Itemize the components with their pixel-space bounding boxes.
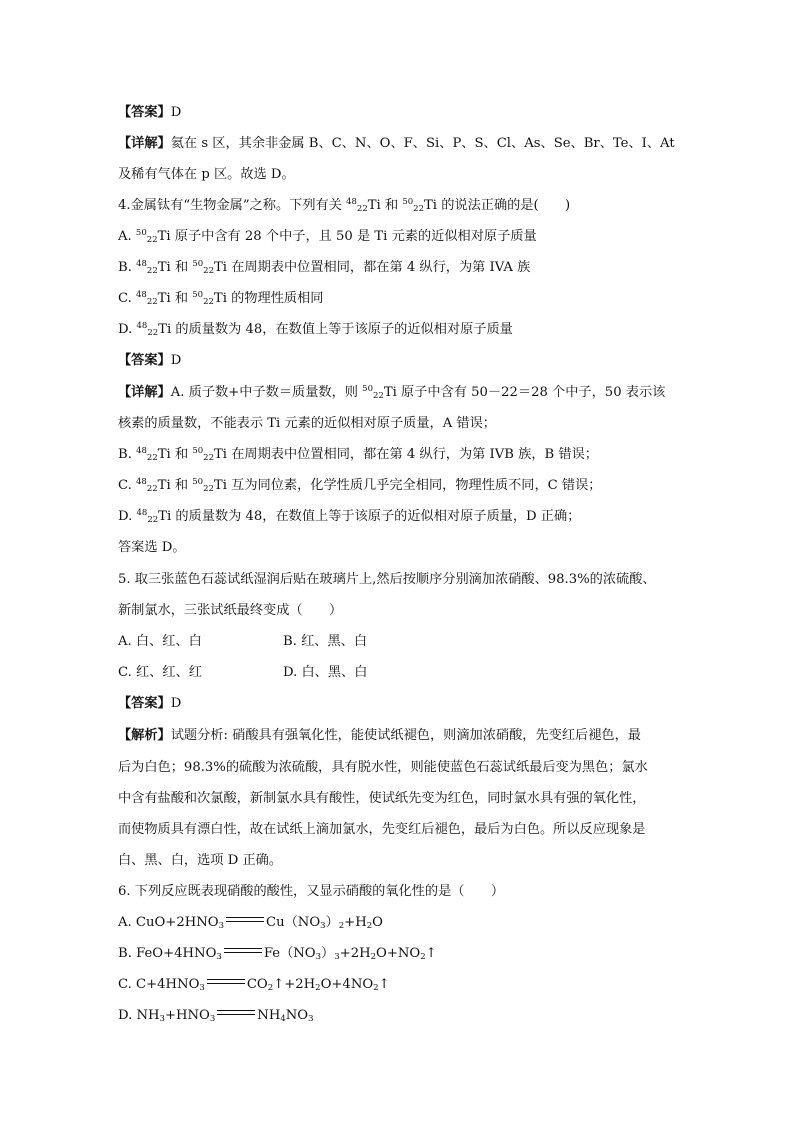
q4-iso2-z: 22 <box>413 204 424 214</box>
detail-text: 在周期表中位置相同，都在第 4 纵行，为第 IVB 族，B 错误； <box>227 447 598 462</box>
atomic-number: 22 <box>147 515 159 525</box>
subscript: 3 <box>315 952 322 962</box>
subscript: 2 <box>420 952 426 962</box>
question-5-options-row-2 <box>118 665 680 681</box>
mass-number: 48 <box>136 321 148 331</box>
mass-number: 48 <box>136 508 148 518</box>
atomic-number: 22 <box>203 484 214 494</box>
answer-value: D <box>170 105 182 120</box>
subscript: 2 <box>373 983 379 993</box>
q5-option-c: C. 红、红、红 <box>118 665 202 680</box>
element-symbol: Ti <box>158 322 172 337</box>
detail-2-line-6 <box>118 540 680 556</box>
subscript: 2 <box>366 921 373 931</box>
analysis-line-2 <box>118 760 680 776</box>
mass-number: 48 <box>136 477 147 487</box>
subscript: 2 <box>267 983 274 993</box>
detail-label: 【详解】 <box>118 385 171 400</box>
question-4-option-a <box>118 229 680 245</box>
product: ） <box>321 946 335 961</box>
product: +H <box>344 915 367 930</box>
subscript: 3 <box>334 952 340 962</box>
question-6-option-a <box>118 915 680 931</box>
atomic-number: 22 <box>146 266 158 276</box>
product: O+4NO <box>320 977 374 992</box>
question-4-option-d <box>118 322 680 338</box>
reactant: B. FeO+4HNO <box>118 946 217 961</box>
and-word: 和 <box>170 478 193 493</box>
product: CO <box>246 977 268 992</box>
product: NH <box>257 1008 281 1023</box>
subscript: 3 <box>320 921 326 931</box>
detail-label: 【详解】 <box>118 136 171 151</box>
element-symbol: Ti <box>157 260 171 275</box>
element-symbol: Ti <box>157 447 171 462</box>
q4-iso1-z: 22 <box>356 204 368 214</box>
detail-text: 互为同位素，化学性质几乎完全相同，物理性质不同，C 错误； <box>226 478 602 493</box>
element-symbol: Ti <box>383 385 397 400</box>
atomic-number: 22 <box>203 453 214 463</box>
q5-option-d: D. 白、黑、白 <box>283 665 368 680</box>
detail-line <box>118 136 680 152</box>
opt-prefix: D. <box>118 509 137 524</box>
detail-2-line-1 <box>118 385 680 401</box>
opt-text: 的物理性质相同 <box>226 291 324 306</box>
mass-number: 48 <box>136 446 147 456</box>
detail-text: 答案选 D。 <box>118 540 186 555</box>
opt-text: 在周期表中位置相同，都在第 4 纵行，为第 IVA 族 <box>227 260 531 275</box>
and-word: 和 <box>170 291 193 306</box>
atomic-number: 22 <box>147 328 159 338</box>
analysis-text: 而使物质具有漂白性，故在试纸上滴加氯水，先变红后褪色，最后为白色。所以反应现象是 <box>118 822 646 837</box>
answer-line-2 <box>118 353 680 369</box>
analysis-line-5 <box>118 853 680 869</box>
opt-prefix: C. <box>118 291 137 306</box>
question-5-stem <box>118 572 680 588</box>
q4-iso2-mass: 50 <box>402 197 414 207</box>
atomic-number: 22 <box>146 297 158 307</box>
question-6-option-c <box>118 977 680 993</box>
product: Cu（NO <box>266 915 321 930</box>
subscript: 2 <box>338 921 345 931</box>
reactant: A. CuO+2HNO <box>118 915 219 930</box>
subscript: 3 <box>159 1014 165 1024</box>
equals-sign <box>226 916 264 925</box>
answer-label: 【答案】 <box>118 105 171 120</box>
equals-sign <box>207 978 245 987</box>
and-word: 和 <box>170 447 193 462</box>
answer-label: 【答案】 <box>118 696 171 711</box>
gas-arrow: ↑ <box>378 977 390 992</box>
reactant: C. C+4HNO <box>118 977 200 992</box>
analysis-text: 中含有盐酸和次氯酸，新制氯水具有酸性，使试纸先变为红色，同时氯水具有强的氧化性， <box>118 791 646 806</box>
q4-stem-pre: 4.金属钛有“生物金属”之称。下列有关 <box>118 198 347 213</box>
product: Fe（NO <box>263 946 316 961</box>
equals-sign <box>224 947 262 956</box>
opt-prefix: C. <box>118 478 137 493</box>
answer-line-3 <box>118 696 680 712</box>
mass-number: 50 <box>135 228 147 238</box>
atomic-number: 22 <box>203 297 214 307</box>
question-5-options-row-1 <box>118 634 680 650</box>
q5-stem-text: 5. 取三张蓝色石蕊试纸湿润后贴在玻璃片上,然后按顺序分别滴加浓硝酸、98.3%的浓硫酸、 <box>118 572 656 587</box>
atomic-number: 22 <box>146 453 158 463</box>
question-6-option-b <box>118 946 680 962</box>
detail-text: 核素的质量数，不能表示 Ti 元素的近似相对原子质量，A 错误； <box>118 416 496 431</box>
analysis-text: 后为白色；98.3%的硫酸为浓硫酸，具有脱水性，则能使蓝色石蕊试纸最后变为黑色；氯水 <box>118 760 648 775</box>
subscript: 3 <box>308 1014 314 1024</box>
opt-prefix: B. <box>118 447 137 462</box>
product: ↑+2H <box>273 977 316 992</box>
product: NO <box>285 1008 309 1023</box>
q6-stem-text: 6. 下列反应既表现硝酸的酸性，又显示硝酸的氧化性的是（ ） <box>118 884 505 899</box>
detail-line-2 <box>118 167 680 183</box>
atomic-number: 22 <box>146 484 158 494</box>
mass-number: 50 <box>192 290 204 300</box>
question-4-stem <box>118 198 680 214</box>
detail-2-line-4 <box>118 478 680 494</box>
question-6-option-d <box>118 1008 680 1024</box>
opt-prefix: B. <box>118 260 137 275</box>
analysis-line-1 <box>118 728 680 744</box>
answer-value: D <box>170 353 182 368</box>
element-symbol: Ti <box>213 447 227 462</box>
mass-number: 50 <box>362 384 373 394</box>
q4-and: 和 <box>380 198 403 213</box>
equals-sign <box>217 1009 255 1018</box>
answer-value: D <box>170 696 182 711</box>
product: ） <box>325 915 339 930</box>
q5-option-b: B. 红、黑、白 <box>283 634 368 649</box>
reactant: D. NH <box>118 1008 160 1023</box>
opt-text: 的质量数为 48，在数值上等于该原子的近似相对原子质量 <box>171 322 513 337</box>
question-4-option-b <box>118 260 680 276</box>
reactant: +HNO <box>164 1008 210 1023</box>
q4-stem-post: 的说法正确的是( ) <box>437 198 571 213</box>
answer-label: 【答案】 <box>118 353 171 368</box>
detail-2-line-5 <box>118 509 680 525</box>
detail-text: 的质量数为 48，在数值上等于该原子的近似相对原子质量，D 正确； <box>171 509 581 524</box>
question-6-stem <box>118 884 680 900</box>
mass-number: 50 <box>192 477 204 487</box>
subscript: 4 <box>280 1014 286 1024</box>
element-symbol: Ti <box>157 229 171 244</box>
product: O+NO <box>376 946 421 961</box>
detail-2-line-2 <box>118 416 680 432</box>
product: O <box>372 915 383 930</box>
q4-el: Ti <box>367 198 381 213</box>
question-5-stem-2 <box>118 603 680 619</box>
detail-text: 原子中含有 50－22＝28 个中子，50 表示该 <box>396 385 666 400</box>
and-word: 和 <box>170 260 193 275</box>
atomic-number: 22 <box>372 391 384 401</box>
analysis-line-4 <box>118 822 680 838</box>
q4-el-2: Ti <box>423 198 437 213</box>
mass-number: 48 <box>136 259 147 269</box>
subscript: 3 <box>199 983 205 993</box>
opt-text: 原子中含有 28 个中子，且 50 是 Ti 元素的近似相对原子质量 <box>170 229 537 244</box>
q5-option-a: A. 白、红、白 <box>118 634 202 649</box>
element-symbol: Ti <box>213 291 227 306</box>
mass-number: 50 <box>192 446 204 456</box>
element-symbol: Ti <box>213 478 227 493</box>
element-symbol: Ti <box>158 509 172 524</box>
q5-stem-text-2: 新制氯水，三张试纸最终变成（ ） <box>118 603 343 618</box>
product: +2H <box>339 946 371 961</box>
subscript: 2 <box>370 952 377 962</box>
atomic-number: 22 <box>146 235 158 245</box>
detail-text: A. 质子数+中子数＝质量数，则 <box>170 385 363 400</box>
atomic-number: 22 <box>203 266 214 276</box>
gas-arrow: ↑ <box>425 946 437 961</box>
analysis-line-3 <box>118 791 680 807</box>
analysis-text: 白、黑、白，选项 D 正确。 <box>118 853 283 868</box>
mass-number: 50 <box>192 259 204 269</box>
element-symbol: Ti <box>213 260 227 275</box>
question-4-option-c <box>118 291 680 307</box>
analysis-text: 试题分析: 硝酸具有强氧化性，能使试纸褪色，则滴加浓硝酸，先变红后褪色，最 <box>170 728 641 743</box>
element-symbol: Ti <box>157 291 171 306</box>
opt-prefix: A. <box>118 229 136 244</box>
element-symbol: Ti <box>157 478 171 493</box>
q4-iso1-mass: 48 <box>346 197 357 207</box>
subscript: 3 <box>209 1014 216 1024</box>
analysis-label: 【解析】 <box>118 728 171 743</box>
opt-prefix: D. <box>118 322 137 337</box>
subscript: 3 <box>216 952 222 962</box>
mass-number: 48 <box>136 290 147 300</box>
detail-text: 氦在 s 区，其余非金属 B、C、N、O、F、Si、P、S、Cl、As、Se、Br、Te、I、At <box>170 136 675 151</box>
detail-text-2: 及稀有气体在 p 区。故选 D。 <box>118 167 295 182</box>
answer-line <box>118 105 680 121</box>
subscript: 3 <box>218 921 225 931</box>
subscript: 2 <box>315 983 321 993</box>
detail-2-line-3 <box>118 447 680 463</box>
